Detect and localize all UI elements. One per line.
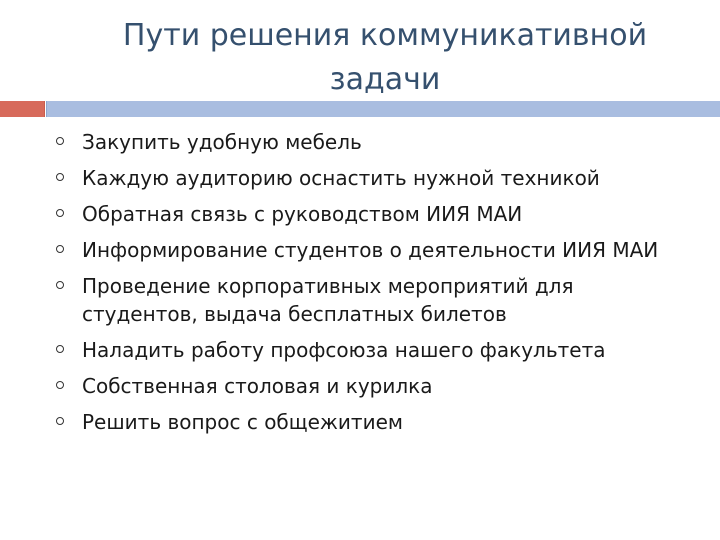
bullet-item-text: Проведение корпоративных мероприятий для студентов, выдача бесплатных билетов: [82, 274, 574, 326]
bullet-item-text: Закупить удобную мебель: [82, 130, 362, 154]
circle-outline-bullet-icon: [56, 417, 64, 425]
circle-outline-bullet-icon: [56, 137, 64, 145]
circle-outline-bullet-icon: [56, 381, 64, 389]
circle-outline-bullet-icon: [56, 173, 64, 181]
circle-outline-bullet-icon: [56, 281, 64, 289]
bullet-item-text: Каждую аудиторию оснастить нужной техникой: [82, 166, 600, 190]
bullet-item: [56, 272, 686, 328]
bullet-item-text: Информирование студентов о деятельности ИИЯ МАИ: [82, 238, 659, 262]
slide-title: [60, 14, 710, 102]
bullet-item: [56, 164, 686, 192]
bullet-item: [56, 128, 686, 156]
bullet-item: [56, 236, 686, 264]
slide-title-line-1: Пути решения коммуникативной: [122, 18, 648, 53]
title-divider-accent: [0, 101, 45, 117]
title-divider-bar: [46, 101, 720, 117]
bullet-item-text: Обратная связь с руководством ИИЯ МАИ: [82, 202, 523, 226]
circle-outline-bullet-icon: [56, 345, 64, 353]
bullet-item: [56, 408, 686, 436]
bullet-item: [56, 200, 686, 228]
slide-title-line-2: задачи: [329, 62, 441, 97]
circle-outline-bullet-icon: [56, 245, 64, 253]
circle-outline-bullet-icon: [56, 209, 64, 217]
bullet-item-text: Собственная столовая и курилка: [82, 374, 433, 398]
bullet-item: [56, 336, 686, 364]
bullet-item-text: Наладить работу профсоюза нашего факультета: [82, 338, 606, 362]
bullet-list: [56, 128, 686, 444]
bullet-item-text: Решить вопрос с общежитием: [82, 410, 403, 434]
bullet-item: [56, 372, 686, 400]
